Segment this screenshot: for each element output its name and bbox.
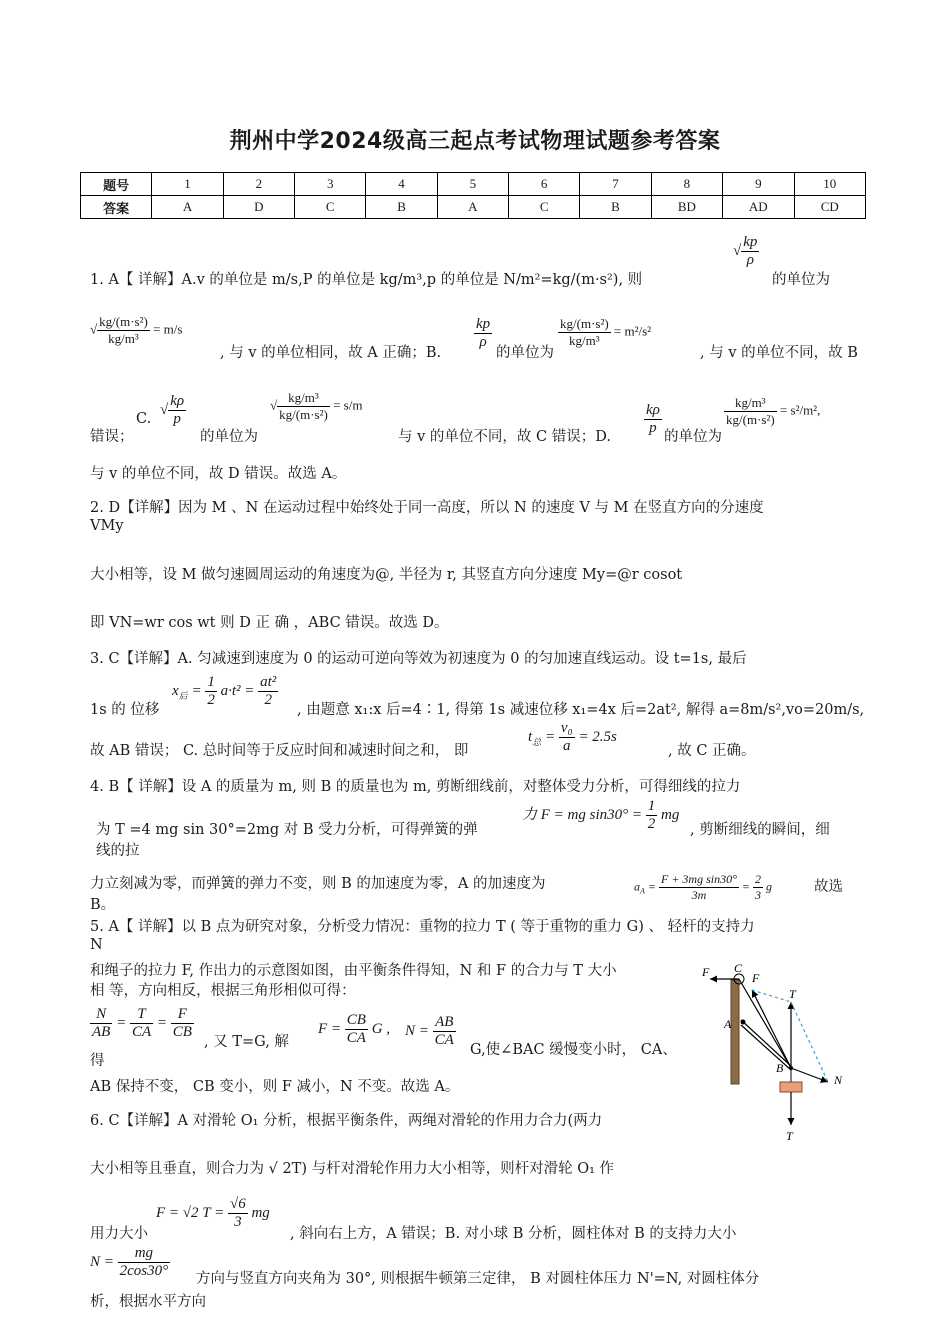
table-cell: B <box>366 196 437 219</box>
table-cell: 9 <box>723 173 794 196</box>
label-b: B <box>776 1061 784 1075</box>
table-cell: 2 <box>223 173 294 196</box>
dashed-line <box>752 990 791 1002</box>
q4-line-2a: 为 T =4 mg sin 30°=2mg 对 B 受力分析，可得弹簧的弹 <box>96 822 478 838</box>
table-cell: 8 <box>651 173 722 196</box>
answer-table <box>80 172 866 219</box>
q5-formula-similar-triangles: $\frac{N}{AB}$ = $\frac{T}{CA}$ = $\frac{F}{CB}$ <box>92 1006 192 1040</box>
q1-line-3c: 的单位为 <box>200 429 258 445</box>
q1-line-2b: 的单位为 <box>496 345 554 361</box>
q1-formula-d: $\frac{\text{kg/m³}}{\text{kg/(m·s²)}}$ = s²/m², <box>726 395 821 427</box>
table-cell: A <box>152 196 223 219</box>
q2-line-2: 大小相等，设 M 做匀速圆周运动的角速度为@, 半径为 r, 其竖直方向分速度 My=@r cosot <box>90 567 683 583</box>
q3-line-1: 3. C【详解】A. 匀减速到速度为 0 的运动可逆向等效为初速度为 0 的匀加速直线运动。设 t=1s, 最后 <box>90 651 747 667</box>
table-cell: 1 <box>152 173 223 196</box>
q1-line-1-tail: 的单位为 <box>772 272 830 288</box>
table-cell: 3 <box>295 173 366 196</box>
table-row <box>81 173 866 196</box>
q5-line-4b: 得 <box>90 1053 105 1069</box>
q5-line-4a: , 又 T=G, 解 <box>204 1034 289 1050</box>
q1-formula-sqrt-krho-p: √ $\frac{k\rho}{p}$ <box>160 393 185 427</box>
table-row <box>81 196 866 219</box>
q1-line-2a: , 与 v 的单位相同，故 A 正确；B. <box>220 345 442 361</box>
table-cell: 5 <box>437 173 508 196</box>
q2-line-3: 即 VN=wr cos wt 则 D 正 确 ，ABC 错误。故选 D。 <box>90 615 449 631</box>
table-cell: 7 <box>580 173 651 196</box>
q1-line-3d: 与 v 的单位不同，故 C 错误；D. <box>398 429 611 445</box>
q5-line-3: 相 等，方向相反，根据三角形相似可得： <box>90 983 356 999</box>
q1-line-3a: 错误； <box>90 429 134 445</box>
label-c: C <box>734 961 743 975</box>
label-t-down: T <box>786 1129 793 1143</box>
rope-cb <box>739 979 791 1068</box>
q6-line-5: 析，根据水平方向 <box>90 1294 206 1310</box>
table-cell: C <box>509 196 580 219</box>
table-cell: BD <box>651 196 722 219</box>
table-cell: C <box>295 196 366 219</box>
q5-formula-F: F = $\frac{CB}{CA}$ G , <box>318 1012 391 1046</box>
weight-block <box>780 1082 802 1092</box>
table-cell: A <box>437 196 508 219</box>
q1-line-4: 与 v 的单位不同，故 D 错误。故选 A。 <box>90 466 347 482</box>
q6-formula-rod-force: F = √2 T = $\frac{√6}{3}$ mg <box>156 1196 270 1230</box>
q1-formula-sqrt-kp-rho: √ $\frac{kp}{\rho}$ <box>733 234 758 268</box>
q6-formula-support-force: N = $\frac{mg}{2\cos 30^\circ}$ <box>90 1245 169 1279</box>
light-rod <box>741 1020 791 1066</box>
q5-line-1: 5. A【 详解】以 B 点为研究对象，分析受力情况：重物的拉力 T ( 等于重物的重力 G) 、 轻杆的支持力 <box>90 919 755 935</box>
point-a <box>741 1020 746 1025</box>
q6-line-3b: , 斜向右上方，A 错误；B. 对小球 B 分析，圆柱体对 B 的支持力大小 <box>290 1226 737 1242</box>
table-cell: CD <box>794 196 865 219</box>
q6-line-3a: 用力大小 <box>90 1226 148 1242</box>
table-cell: AD <box>723 196 794 219</box>
q4-line-3a: 力立刻减为零，而弹簧的弹力不变，则 B 的加速度为零，A 的加速度为 <box>90 876 546 892</box>
force-arrow-n <box>791 1068 828 1082</box>
q4-line-2b: , 剪断细线的瞬间，细 <box>690 822 830 838</box>
table-cell: D <box>223 196 294 219</box>
q6-line-2: 大小相等且垂直，则合力为 √ 2T) 与杆对滑轮作用力大小相等，则杆对滑轮 O₁ 作 <box>90 1161 615 1177</box>
q2-line-1: 2. D【详解】因为 M 、N 在运动过程中始终处于同一高度，所以 N 的速度 V 与 M 在竖直方向的分速度 <box>90 500 764 516</box>
q4-line-3c: B。 <box>90 897 116 913</box>
q3-formula-total-time: $t_总$ = $\frac{\text{v₀}}{a}$ = 2.5s <box>528 720 617 754</box>
q2-line-1b: VMy <box>90 518 124 534</box>
label-n: N <box>834 1073 843 1087</box>
q6-line-1: 6. C【详解】A 对滑轮 O₁ 分析，根据平衡条件，两绳对滑轮的作用力合力(两力 <box>90 1113 603 1129</box>
label-a: A <box>724 1017 732 1031</box>
table-cell: B <box>580 196 651 219</box>
table-header-cell: 题号 <box>81 173 152 196</box>
q6-line-4: 方向与竖直方向夹角为 30°, 则根据牛顿第三定律， B 对圆柱体压力 N'=N, 对圆柱体分 <box>196 1271 760 1287</box>
force-arrow-f <box>752 990 791 1068</box>
table-cell: 4 <box>366 173 437 196</box>
page-title: 荆州中学2024级高三起点考试物理试题参考答案 <box>229 129 721 154</box>
wall-rod <box>731 980 739 1084</box>
label-f-left: F <box>702 965 710 979</box>
q1-formula-kp-over-rho: $\frac{kp}{\rho}$ <box>476 316 491 350</box>
table-cell: 10 <box>794 173 865 196</box>
q5-line-2: 和绳子的拉力 F, 作出力的示意图如图，由平衡条件得知，N 和 F 的合力与 T 大小 <box>90 963 617 979</box>
q1-line-2c: , 与 v 的单位不同，故 B <box>700 345 858 361</box>
table-header-cell: 答案 <box>81 196 152 219</box>
point-b <box>789 1066 793 1070</box>
q3-line-3b: , 故 C 正确。 <box>668 743 756 759</box>
light-rod-edge <box>741 1025 791 1070</box>
q1-formula-c: √ $\frac{\text{kg/m³}}{\text{kg/(m·s²)}}$ = s/m <box>270 390 363 422</box>
q3-formula-displacement: $x_后$ = $\frac{1}{2}$ a·t² = $\frac{\text{at²}}{2}$ <box>172 674 277 708</box>
label-f: F <box>752 971 760 985</box>
q1-formula-krho-over-p: $\frac{k\rho}{p}$ <box>646 402 660 436</box>
q3-line-2a: 1s 的 位移 <box>90 702 160 718</box>
q4-line-2c: 线的拉 <box>96 843 140 859</box>
q3-line-2b: , 由题意 x₁:x 后=4∶1, 得第 1s 减速位移 x₁=4x 后=2at², 解得 a=8m/s²,vo=20m/s, <box>297 702 865 718</box>
q1-line-3e: 的单位为 <box>664 429 722 445</box>
q1-formula-a: √ $\frac{\text{kg/(m·s²)}}{\text{kg/m³}}$ = m/s <box>90 314 183 346</box>
q1-line-1: 1. A【 详解】A.v 的单位是 m/s,P 的单位是 kg/m³,p 的单位是 N/m²=kg/(m·s²), 则 <box>90 272 643 288</box>
q4-line-1: 4. B【 详解】设 A 的质量为 m, 则 B 的质量也为 m, 剪断细线前，对整体受力分析，可得细线的拉力 <box>90 779 741 795</box>
q4-formula-spring-force: 力 F = mg sin30° = $\frac{1}{2}$ mg <box>522 798 680 832</box>
q5-line-5: AB 保持不变， CB 变小，则 F 减小，N 不变。故选 A。 <box>90 1079 460 1095</box>
q4-line-3b: 故选 <box>814 879 843 895</box>
q3-line-3a: 故 AB 错误； C. 总时间等于反应时间和减速时间之和， 即 <box>90 743 469 759</box>
table-cell: 6 <box>509 173 580 196</box>
q4-formula-acceleration: $a_A$ = $\frac{\text{F + 3mg sin30°}}{3m}$ = $\frac{2}{3}$ g <box>634 872 773 902</box>
force-diagram <box>696 960 856 1145</box>
q5-line-1b: N <box>90 937 103 953</box>
q1-line-3b: C. <box>136 411 152 427</box>
q5-formula-N: N = $\frac{AB}{CA}$ <box>405 1014 454 1048</box>
q5-line-4c: G,使∠BAC 缓慢变小时， CA、 <box>470 1042 677 1058</box>
label-t-up: T <box>789 987 796 1001</box>
q1-formula-b: $\frac{\text{kg/(m·s²)}}{\text{kg/m³}}$ = m²/s² <box>560 316 652 348</box>
